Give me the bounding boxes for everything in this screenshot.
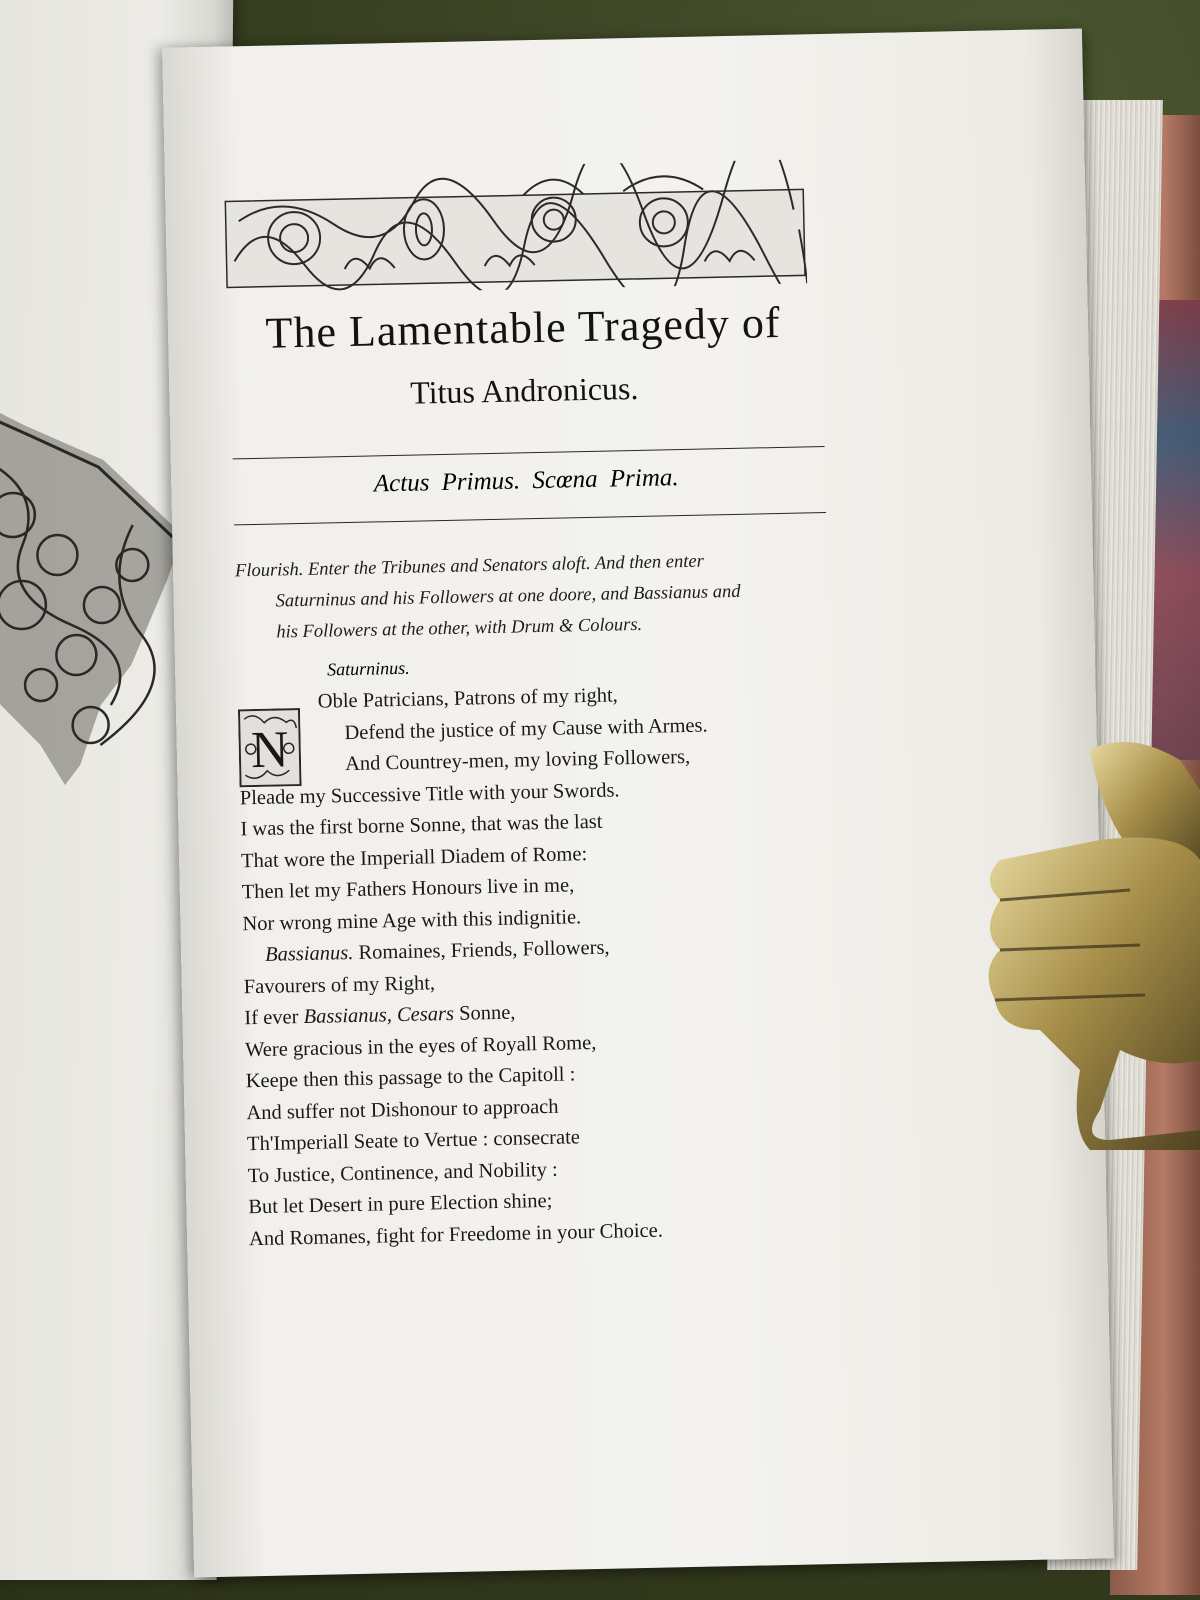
verse-line: That wore the Imperiall Diadem of Rome: — [240, 842, 588, 872]
verse-line: Favourers of my Right, — [243, 971, 436, 998]
character-name: Bassianus, — [303, 1004, 393, 1029]
verse-line: Pleade my Successive Title with your Swords. — [239, 778, 620, 809]
verse-line: And suffer not Dishonour to approach — [246, 1095, 559, 1124]
verse-line: I was the first borne Sonne, that was the last — [240, 810, 603, 841]
verse-line: Keepe then this passage to the Capitoll : — [245, 1063, 576, 1093]
verse-line: To Justice, Continence, and Nobility : — [247, 1158, 558, 1187]
stage-direction — [235, 544, 837, 650]
verse-text: If ever — [244, 1006, 299, 1030]
left-page-ornament — [0, 405, 184, 785]
stage-direction-line: Flourish. Enter the Tribunes and Senators aloft. And then enter — [234, 551, 704, 582]
verse-text: Romaines, Friends, Followers, — [358, 936, 610, 964]
verse-line: Oble Patricians, Patrons of my right, — [317, 684, 619, 713]
character-name: Cesars — [396, 1002, 455, 1027]
stage-direction-line: Saturninus and his Followers at one doore, and Bassianus and — [275, 581, 741, 612]
title-line-2: Titus Andronicus. — [409, 369, 639, 411]
speaker-name: Bassianus. — [264, 941, 354, 966]
verse-block — [238, 675, 870, 1255]
verse-line: Th'Imperiall Seate to Vertue : consecrate — [246, 1126, 581, 1156]
verse-line: Were gracious in the eyes of Royall Rome, — [244, 1031, 597, 1061]
stage-direction-line: his Followers at the other, with Drum & Colours. — [276, 614, 643, 643]
rule-top — [233, 446, 825, 459]
title-line-1: The Lamentable Tragedy of — [265, 297, 781, 358]
act-scene-heading: Actus Primus. Scœna Prima. — [373, 464, 679, 498]
verse-line: And Countrey-men, my loving Followers, — [344, 745, 691, 776]
verse-line: Defend the justice of my Cause with Armes. — [344, 714, 708, 744]
svg-text:N: N — [250, 721, 290, 780]
right-page — [162, 29, 1114, 1578]
rule-bottom — [234, 512, 826, 525]
verse-line: And Romanes, fight for Freedome in your Choice. — [248, 1219, 664, 1250]
ornamental-headpiece — [223, 159, 807, 295]
verse-line: Then let my Fathers Honours live in me, — [241, 874, 575, 904]
speaker-name: Saturninus. — [326, 657, 410, 680]
verse-text: Sonne, — [458, 1001, 516, 1025]
verse-line: Nor wrong mine Age with this indignitie. — [242, 905, 582, 935]
brass-hand-bookmark — [980, 730, 1200, 1150]
verse-line: But let Desert in pure Election shine; — [248, 1189, 553, 1219]
